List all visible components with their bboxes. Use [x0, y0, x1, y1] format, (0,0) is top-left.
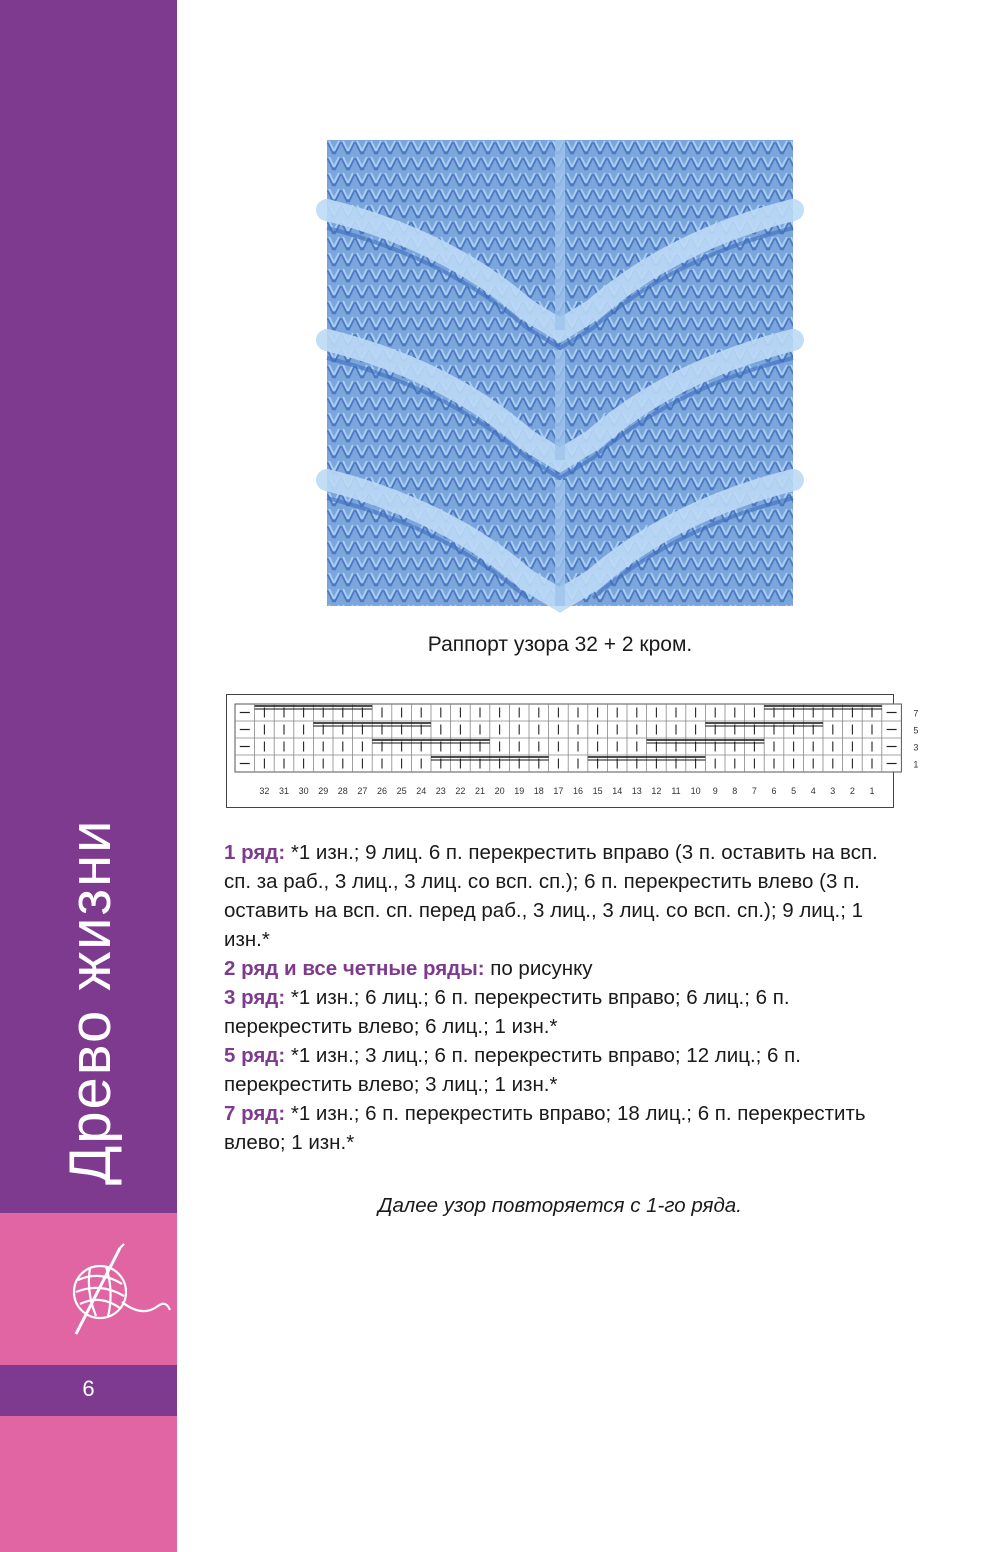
chart-stitch-number: 26	[376, 786, 388, 796]
knitting-chart-grid	[227, 695, 919, 809]
chart-stitch-number: 5	[791, 786, 797, 796]
chart-stitch-number: 1	[869, 786, 875, 796]
chart-stitch-number: 19	[514, 786, 525, 796]
instruction-row-3: 3 ряд: *1 изн.; 6 лиц.; 6 п. перекрестить вправо; 6 лиц.; 6 п. перекрестить влево; 6 лиц.; 1 изн.*	[224, 986, 790, 1038]
chart-stitch-number: 23	[435, 786, 446, 796]
knitting-chart	[226, 694, 919, 808]
chart-stitch-number: 7	[751, 786, 757, 796]
chart-stitch-number: 28	[337, 786, 348, 796]
chart-stitch-number: 31	[278, 786, 290, 796]
chart-stitch-number: 17	[553, 786, 564, 796]
chart-row-number: 5	[913, 725, 919, 736]
chart-stitch-number: 18	[533, 786, 544, 796]
chart-stitch-number: 13	[631, 786, 642, 796]
pattern-repeat-caption: Раппорт узора 32 + 2 кром.	[427, 633, 693, 656]
instruction-row-7: 7 ряд: *1 изн.; 6 п. перекрестить вправо; 18 лиц.; 6 п. перекрестить влево; 1 изн.*	[224, 1102, 866, 1154]
chart-stitch-number: 3	[830, 786, 836, 796]
chapter-title: Древо жизни	[58, 818, 123, 1185]
chart-stitch-number: 22	[455, 786, 466, 796]
chart-stitch-number: 16	[572, 786, 584, 796]
chart-stitch-number: 15	[592, 786, 603, 796]
chart-row-number: 3	[913, 742, 919, 753]
chart-stitch-number: 11	[671, 786, 681, 796]
chart-stitch-number: 20	[494, 786, 505, 796]
row-instructions	[224, 838, 896, 1157]
chart-stitch-number: 25	[396, 786, 407, 796]
chart-stitch-number: 29	[318, 786, 329, 796]
instruction-row-2: 2 ряд и все четные ряды: по рисунку	[224, 957, 593, 980]
chart-stitch-number: 12	[651, 786, 662, 796]
chart-stitch-number: 27	[357, 786, 368, 796]
chart-stitch-number: 4	[810, 786, 816, 796]
yarn-ball-hook-icon	[62, 1240, 172, 1340]
instruction-row-1: 1 ряд: *1 изн.; 9 лиц. 6 п. перекрестить вправо (3 п. оставить на всп. сп. за раб., 3 лиц., 3 лиц. со всп. сп.); 6 п. перекрестить влево (3 п. оставить на всп. сп. перед раб., 3 лиц., 3 лиц. со всп. сп.); 9 лиц.; 1 изн.*	[224, 841, 878, 951]
chart-stitch-number: 30	[298, 786, 309, 796]
chart-stitch-number: 21	[474, 786, 486, 796]
chart-stitch-number: 9	[712, 786, 718, 796]
chart-row-number: 7	[913, 708, 919, 719]
chart-stitch-number: 24	[416, 786, 427, 796]
chart-stitch-number: 14	[612, 786, 623, 796]
chart-stitch-number: 2	[849, 786, 855, 796]
sidebar-pink-bottom	[0, 1416, 177, 1552]
chart-stitch-number: 6	[771, 786, 777, 796]
instruction-row-5: 5 ряд: *1 изн.; 3 лиц.; 6 п. перекрестить вправо; 12 лиц.; 6 п. перекрестить влево; 3 лиц.; 1 изн.*	[224, 1044, 801, 1096]
chart-stitch-number: 10	[690, 786, 701, 796]
repeat-footnote: Далее узор повторяется с 1-го ряда.	[378, 1194, 742, 1217]
chart-row-number: 1	[913, 759, 919, 770]
knitted-cable-pattern-photo	[327, 140, 793, 606]
page-number: 6	[82, 1376, 95, 1401]
chart-stitch-number: 32	[259, 786, 270, 796]
chart-stitch-number: 8	[732, 786, 738, 796]
